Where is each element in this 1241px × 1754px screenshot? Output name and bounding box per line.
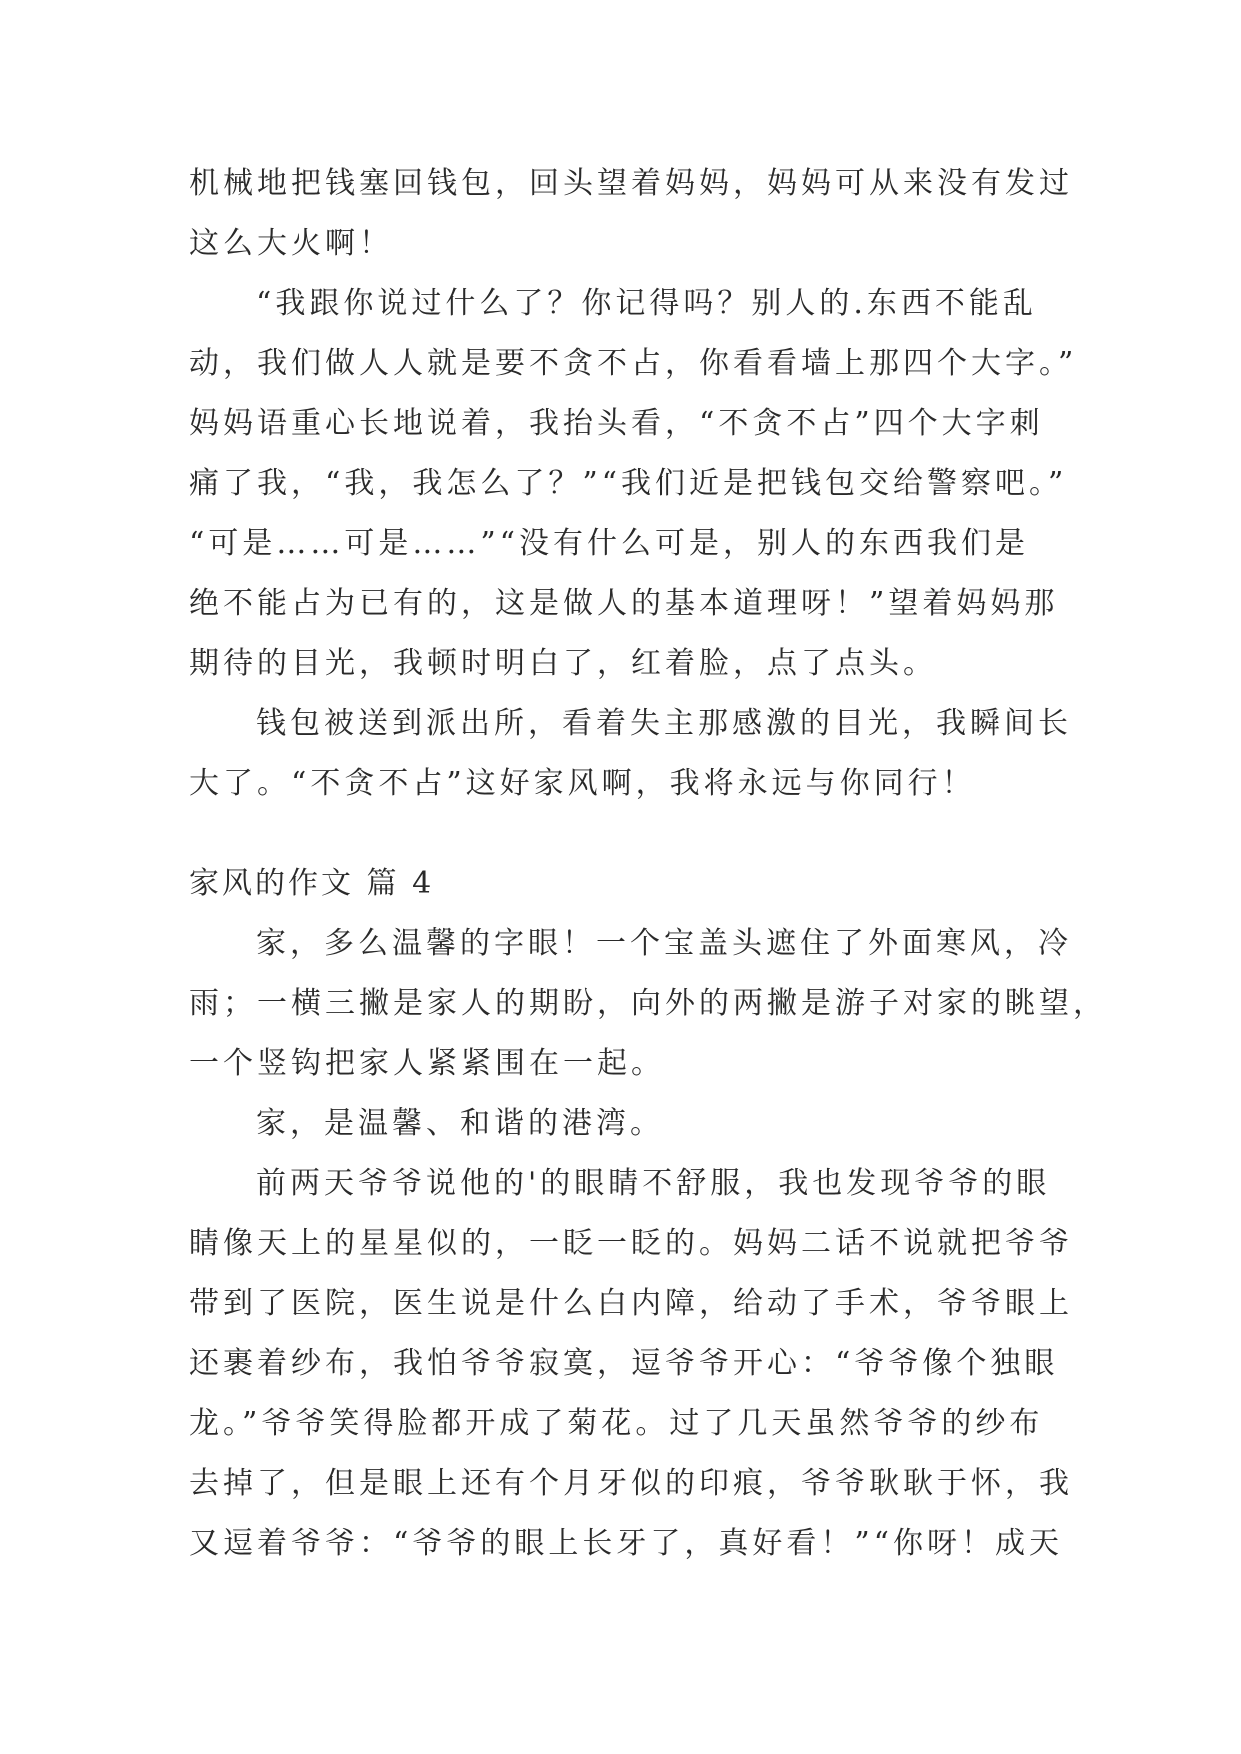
section-title: 家风的作文 篇 4 — [189, 866, 435, 901]
text-line: 大了。“不贪不占”这好家风啊，我将永远与你同行！ — [189, 766, 976, 801]
text-line: 睛像天上的星星似的，一眨一眨的。妈妈二话不说就把爷爷 — [189, 1226, 1073, 1261]
text-line: 痛了我，“我，我怎么了？”“我们近是把钱包交给警察吧。” — [189, 466, 1068, 501]
text-line: 家，多么温馨的字眼！一个宝盖头遮住了外面寒风，冷 — [256, 926, 1072, 961]
text-line: 带到了医院，医生说是什么白内障，给动了手术，爷爷眼上 — [189, 1286, 1073, 1321]
text-line: 一个竖钩把家人紧紧围在一起。 — [189, 1046, 665, 1081]
text-line: 机械地把钱塞回钱包，回头望着妈妈，妈妈可从来没有发过 — [189, 166, 1073, 201]
text-line: 妈妈语重心长地说着，我抬头看，“不贪不占”四个大字刺 — [189, 406, 1044, 441]
text-line: 绝不能占为已有的，这是做人的基本道理呀！”望着妈妈那 — [189, 586, 1059, 621]
text-line: 家，是温馨、和谐的港湾。 — [256, 1106, 664, 1141]
text-line: 去掉了，但是眼上还有个月牙似的印痕，爷爷耿耿于怀，我 — [189, 1466, 1073, 1501]
text-line: “可是……可是……”“没有什么可是，别人的东西我们是 — [189, 526, 1030, 561]
text-line: 这么大火啊！ — [189, 226, 393, 261]
text-line: 还裹着纱布，我怕爷爷寂寞，逗爷爷开心：“爷爷像个独眼 — [189, 1346, 1059, 1381]
text-line: 钱包被送到派出所，看着失主那感激的目光，我瞬间长 — [256, 706, 1072, 741]
text-line: 动，我们做人人就是要不贪不占，你看看墙上那四个大字。” — [189, 346, 1078, 381]
text-line: “我跟你说过什么了？你记得吗？别人的.东西不能乱 — [256, 286, 1037, 321]
text-line: 期待的目光，我顿时明白了，红着脸，点了点头。 — [189, 646, 937, 681]
text-line: 龙。”爷爷笑得脸都开成了菊花。过了几天虽然爷爷的纱布 — [189, 1406, 1044, 1441]
text-line: 又逗着爷爷：“爷爷的眼上长牙了，真好看！”“你呀！成天 — [189, 1526, 1064, 1561]
text-line: 雨；一横三撇是家人的期盼，向外的两撇是游子对家的眺望， — [189, 986, 1107, 1021]
text-line: 前两天爷爷说他的'的眼睛不舒服，我也发现爷爷的眼 — [256, 1166, 1051, 1201]
